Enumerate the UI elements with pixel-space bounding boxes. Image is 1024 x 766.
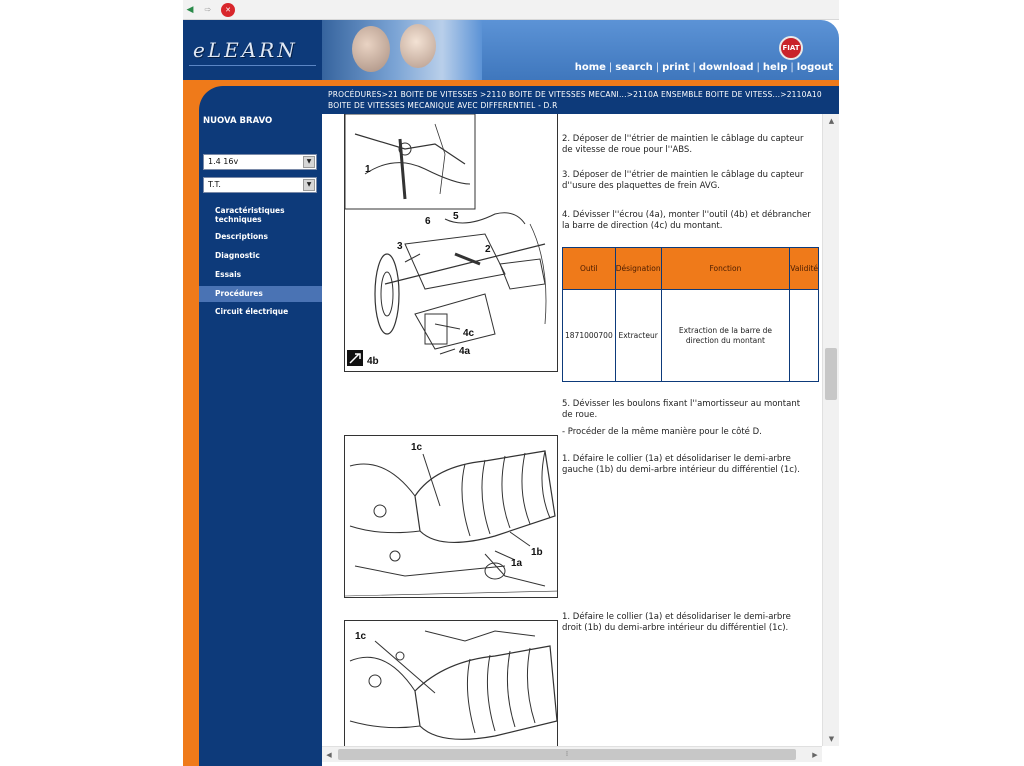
nav-search-link[interactable]: search bbox=[615, 62, 653, 73]
elearn-logo bbox=[183, 20, 322, 80]
fig1-label: 4a bbox=[459, 346, 471, 357]
photo-face bbox=[352, 26, 390, 72]
same-side-text: - Procéder de la même manière pour le côté D. bbox=[562, 427, 762, 437]
table-row bbox=[563, 290, 819, 382]
tools-table bbox=[562, 247, 819, 382]
fig3-label: 1c bbox=[355, 631, 367, 642]
nav-separator: | bbox=[655, 62, 660, 73]
sidebar-item-descriptions[interactable]: Descriptions bbox=[215, 232, 268, 241]
fig1-label: 1 bbox=[365, 164, 371, 175]
nav-separator: | bbox=[608, 62, 613, 73]
back-icon[interactable]: ◀ bbox=[186, 5, 194, 15]
horizontal-scroll-thumb[interactable]: ⁞ bbox=[338, 749, 796, 760]
cell-validity bbox=[790, 290, 819, 382]
version-select-value: T.T. bbox=[208, 180, 221, 189]
photo-face bbox=[400, 24, 436, 68]
chevron-down-icon[interactable]: ▼ bbox=[303, 179, 315, 191]
step-2-text: 2. Déposer de l''étrier de maintien le câblage du capteur de vitesse de roue pour l''ABS. bbox=[562, 134, 804, 155]
step-5-text: 5. Dévisser les boulons fixant l''amortisseur au montant de roue. bbox=[562, 399, 801, 420]
nav-home-link[interactable]: home bbox=[574, 62, 606, 73]
left-driveshaft-text: 1. Défaire le collier (1a) et désolidariser le demi-arbre gauche (1b) du demi-arbre intérieur du différentiel (1c). bbox=[562, 454, 800, 475]
fig1-label: 4c bbox=[463, 328, 475, 339]
chevron-down-icon[interactable]: ▼ bbox=[303, 156, 315, 168]
scroll-right-icon[interactable]: ▶ bbox=[812, 751, 818, 759]
sidebar-item-essais[interactable]: Essais bbox=[215, 270, 242, 279]
engine-select[interactable] bbox=[203, 154, 317, 170]
breadcrumb[interactable]: PROCÉDURES>21 BOITE DE VITESSES >2110 BOITE DE VITESSES MECANI...>2110A ENSEMBLE BOITE DE VITESS...>2110A10 BOITE DE VITESSES MECANIQUE AVEC DIFFERENTIEL - D.R bbox=[322, 86, 839, 114]
sidebar-panel bbox=[199, 86, 322, 766]
illustration-left-driveshaft bbox=[344, 435, 558, 598]
version-select[interactable] bbox=[203, 177, 317, 193]
sidebar-item-caracteristiques[interactable]: Caractéristiques techniques bbox=[215, 206, 285, 224]
column-header-outil: Outil bbox=[563, 248, 616, 290]
sidebar-item-circuit-electrique[interactable]: Circuit électrique bbox=[215, 307, 289, 316]
column-header-validite: Validité bbox=[790, 248, 819, 290]
sidebar-item-diagnostic[interactable]: Diagnostic bbox=[215, 251, 260, 260]
cell-tool-number: 1871000700 bbox=[563, 290, 616, 382]
model-title: NUOVA BRAVO bbox=[203, 116, 273, 126]
sidebar-item-procedures[interactable]: Procédures bbox=[199, 286, 322, 302]
fig2-label: 1a bbox=[511, 558, 523, 569]
fig1-label: 5 bbox=[453, 211, 459, 222]
site-header bbox=[183, 20, 839, 80]
banner-photo bbox=[322, 20, 482, 80]
vertical-scroll-thumb[interactable] bbox=[825, 348, 837, 400]
column-header-designation: Désignation bbox=[615, 248, 661, 290]
procedure-content bbox=[322, 114, 822, 746]
column-header-fonction: Fonction bbox=[661, 248, 790, 290]
fig1-label: 2 bbox=[485, 244, 491, 255]
illustration-steering-rod bbox=[344, 114, 558, 372]
nav-help-link[interactable]: help bbox=[762, 62, 788, 73]
scroll-down-icon[interactable]: ▼ bbox=[828, 735, 835, 743]
fig2-label: 1b bbox=[531, 547, 543, 558]
horizontal-scrollbar[interactable] bbox=[322, 746, 822, 762]
header-banner bbox=[322, 20, 839, 80]
logo-underline bbox=[189, 65, 316, 66]
vertical-scrollbar[interactable] bbox=[822, 114, 839, 746]
fig1-label: 4b bbox=[367, 356, 379, 367]
fig2-label: 1c bbox=[411, 442, 423, 453]
table-header-row bbox=[563, 248, 819, 290]
fiat-logo-icon: FIAT bbox=[779, 36, 803, 60]
scroll-left-icon[interactable]: ◀ bbox=[326, 751, 332, 759]
stop-icon[interactable]: ✕ bbox=[221, 3, 235, 17]
top-nav bbox=[575, 62, 833, 73]
cell-designation: Extracteur bbox=[615, 290, 661, 382]
illustration-right-driveshaft bbox=[344, 620, 558, 746]
fig1-label: 6 bbox=[425, 216, 431, 227]
scroll-up-icon[interactable]: ▲ bbox=[828, 117, 835, 125]
forward-icon[interactable]: ⇨ bbox=[204, 5, 212, 14]
fig1-label: 3 bbox=[397, 241, 403, 252]
nav-print-link[interactable]: print bbox=[662, 62, 690, 73]
nav-separator: | bbox=[756, 62, 760, 73]
sidebar bbox=[183, 86, 322, 766]
nav-logout-link[interactable]: logout bbox=[796, 62, 833, 73]
nav-separator: | bbox=[790, 62, 794, 73]
cell-function: Extraction de la barre de direction du montant bbox=[661, 290, 790, 382]
step-4-text: 4. Dévisser l''écrou (4a), monter l''outil (4b) et débrancher la barre de direction (4c) du montant. bbox=[562, 210, 811, 231]
browser-toolbar bbox=[183, 0, 839, 20]
nav-download-link[interactable]: download bbox=[698, 62, 754, 73]
engine-select-value: 1.4 16v bbox=[208, 157, 239, 166]
right-driveshaft-text: 1. Défaire le collier (1a) et désolidariser le demi-arbre droit (1b) du demi-arbre intérieur du différentiel (1c). bbox=[562, 612, 791, 633]
logo-text: eLEARN bbox=[193, 38, 298, 62]
step-3-text: 3. Déposer de l''étrier de maintien le câblage du capteur d''usure des plaquettes de frein AVG. bbox=[562, 170, 804, 191]
nav-separator: | bbox=[692, 62, 696, 73]
